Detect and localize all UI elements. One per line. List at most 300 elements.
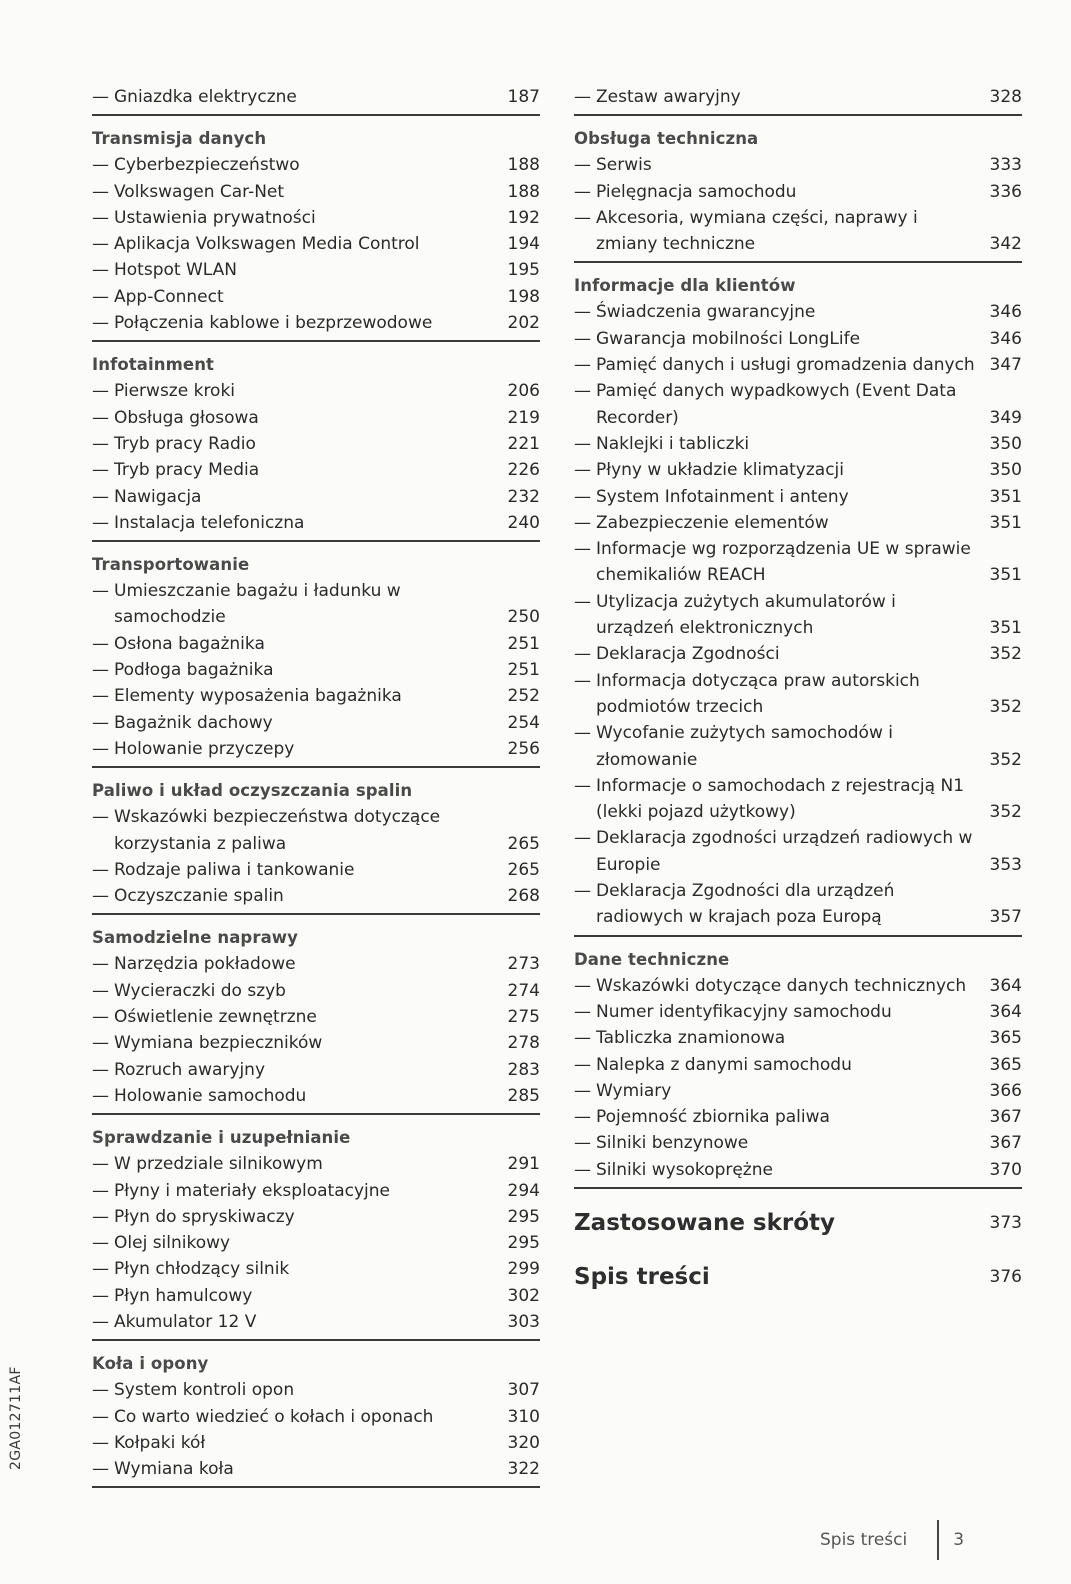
toc-entry-label — [92, 431, 506, 457]
toc-entry[interactable] — [92, 510, 540, 536]
toc-entry-title: Zabezpieczenie elementów — [596, 512, 829, 533]
toc-entry-title: Osłona bagażnika — [114, 633, 265, 654]
toc-entry[interactable] — [574, 378, 1022, 431]
dash-bullet: — — [574, 539, 591, 560]
toc-entry-page: 192 — [507, 207, 540, 228]
toc-entry-page: 310 — [507, 1406, 540, 1427]
toc-entry-page: 256 — [507, 738, 540, 759]
toc-entry-title: Wymiary — [596, 1080, 672, 1101]
toc-entry-title: Informacje wg rozporządzenia UE w sprawie chemikaliów REACH — [596, 539, 971, 586]
dash-bullet: — — [574, 723, 591, 744]
toc-entry[interactable] — [92, 883, 540, 909]
toc-entry-page: 202 — [507, 313, 540, 334]
toc-entry[interactable] — [92, 457, 540, 483]
toc-entry-title: Deklaracja Zgodności dla urządzeń radiowych w krajach poza Europą — [596, 881, 895, 928]
toc-section — [92, 778, 540, 915]
toc-entry-page: 351 — [989, 486, 1022, 507]
dash-bullet: — — [92, 686, 109, 707]
toc-entry[interactable] — [92, 978, 540, 1004]
toc-entry-page: 195 — [507, 260, 540, 281]
toc-entry-title: Płyn chłodzący silnik — [114, 1259, 290, 1280]
toc-entry-label — [92, 951, 506, 977]
toc-entry-title: Wymiana bezpieczników — [114, 1033, 323, 1054]
toc-entry[interactable] — [92, 1456, 540, 1482]
toc-entry[interactable] — [92, 578, 540, 631]
toc-entry-title: Oświetlenie zewnętrzne — [114, 1007, 317, 1028]
toc-entry-label — [574, 299, 988, 325]
toc-entry-title: Pamięć danych wypadkowych (Event Data Recorder) — [596, 381, 957, 428]
toc-entry-title: Co warto wiedzieć o kołach i oponach — [114, 1406, 434, 1427]
toc-entry[interactable] — [92, 378, 540, 404]
dash-bullet: — — [574, 460, 591, 481]
toc-entry-page: 353 — [989, 854, 1022, 875]
toc-entry-label — [92, 1204, 506, 1230]
toc-entry-page: 295 — [507, 1206, 540, 1227]
toc-entry[interactable] — [574, 1025, 1022, 1051]
toc-entry-label — [92, 1309, 506, 1335]
dash-bullet: — — [92, 155, 109, 176]
toc-entry-label — [574, 484, 988, 510]
toc-entry-page: 187 — [507, 87, 540, 107]
toc-entry-page: 367 — [989, 1133, 1022, 1154]
dash-bullet: — — [574, 1001, 591, 1022]
toc-right-sections — [574, 84, 1022, 1189]
toc-entry-title: Silniki benzynowe — [596, 1133, 749, 1154]
toc-entry-title: Pamięć danych i usługi gromadzenia danych — [596, 355, 975, 376]
toc-entry-title: Hotspot WLAN — [114, 260, 237, 281]
toc-entry-label — [92, 1404, 506, 1430]
toc-entry[interactable] — [574, 720, 1022, 773]
toc-entry-title: Nalepka z danymi samochodu — [596, 1054, 852, 1075]
toc-entry-page: 194 — [507, 234, 540, 255]
toc-entry-page: 320 — [507, 1432, 540, 1453]
dash-bullet: — — [574, 433, 591, 454]
dash-bullet: — — [92, 1233, 109, 1254]
toc-entry-label — [574, 720, 988, 773]
toc-entry-label — [92, 1230, 506, 1256]
toc-entry-title: Płyn do spryskiwaczy — [114, 1206, 295, 1227]
toc-entry-title: Akumulator 12 V — [114, 1311, 257, 1332]
toc-entry[interactable] — [574, 1130, 1022, 1156]
toc-major-entry[interactable] — [574, 1257, 1022, 1297]
toc-entry-page: 364 — [989, 975, 1022, 996]
toc-entry-title: W przedziale silnikowym — [114, 1154, 323, 1175]
toc-entry-page: 240 — [507, 512, 540, 533]
section-heading: Transportowanie — [92, 555, 250, 575]
dash-bullet: — — [92, 807, 109, 828]
section-heading: Informacje dla klientów — [574, 276, 796, 296]
toc-entry-page: 350 — [989, 433, 1022, 454]
toc-entry-label — [92, 1004, 506, 1030]
toc-entry[interactable] — [92, 179, 540, 205]
toc-entry-title: Olej silnikowy — [114, 1233, 231, 1254]
dash-bullet: — — [92, 286, 109, 307]
toc-entry-page: 346 — [989, 302, 1022, 323]
toc-entry[interactable] — [574, 825, 1022, 878]
toc-entry[interactable] — [574, 326, 1022, 352]
toc-major-title: Zastosowane skróty — [574, 1209, 836, 1236]
toc-entry-page: 198 — [507, 286, 540, 307]
toc-entry[interactable] — [92, 484, 540, 510]
dash-bullet: — — [574, 486, 591, 507]
toc-entry[interactable] — [574, 1104, 1022, 1130]
dash-bullet: — — [92, 433, 109, 454]
dash-bullet: — — [574, 1107, 591, 1128]
toc-entry-page: 303 — [507, 1311, 540, 1332]
toc-entry[interactable] — [574, 299, 1022, 325]
toc-entry-page: 265 — [507, 859, 540, 880]
toc-entry-title: System kontroli opon — [114, 1380, 295, 1401]
toc-section — [574, 273, 1022, 936]
toc-entry-page: 357 — [989, 907, 1022, 928]
dash-bullet: — — [92, 954, 109, 975]
toc-entry-page: 351 — [989, 618, 1022, 639]
toc-section — [574, 126, 1022, 263]
dash-bullet: — — [92, 460, 109, 481]
dash-bullet: — — [574, 1054, 591, 1075]
dash-bullet: — — [92, 633, 109, 654]
toc-entry[interactable] — [92, 1057, 540, 1083]
toc-entry-title: Pielęgnacja samochodu — [596, 181, 797, 202]
toc-entry-title: Utylizacja zużytych akumulatorów i urządzeń elektronicznych — [596, 591, 896, 639]
toc-entry[interactable] — [92, 1377, 540, 1403]
toc-entry-page: 322 — [507, 1459, 540, 1480]
toc-entry-label — [574, 510, 988, 536]
toc-entry[interactable] — [92, 310, 540, 336]
dash-bullet: — — [92, 260, 109, 281]
toc-entry[interactable] — [92, 683, 540, 709]
toc-entry-label — [574, 825, 988, 878]
toc-entry[interactable] — [574, 179, 1022, 205]
toc-entry[interactable] — [92, 1030, 540, 1056]
toc-section — [92, 126, 540, 342]
toc-major-page: 373 — [989, 1212, 1022, 1233]
toc-entry[interactable] — [92, 951, 540, 977]
toc-entry[interactable] — [92, 1151, 540, 1177]
toc-entry-label — [92, 1030, 506, 1056]
toc-entry-page: 365 — [989, 1028, 1022, 1049]
toc-entry[interactable] — [92, 1256, 540, 1282]
dash-bullet: — — [92, 712, 109, 733]
toc-entry[interactable] — [574, 205, 1022, 258]
toc-entry-page: 273 — [507, 954, 540, 975]
page-number: 3 — [953, 1530, 965, 1550]
toc-section — [92, 84, 540, 116]
toc-entry[interactable] — [574, 589, 1022, 642]
toc-entry[interactable] — [574, 668, 1022, 721]
toc-entry-page: 295 — [507, 1233, 540, 1254]
dash-bullet: — — [92, 181, 109, 202]
toc-entry-title: Deklaracja zgodności urządzeń radiowych w Europie — [596, 828, 973, 875]
toc-entry-label — [574, 457, 988, 483]
toc-entry-title: Akcesoria, wymiana części, naprawy i zmiany techniczne — [596, 207, 918, 255]
toc-entry-page: 352 — [989, 802, 1022, 823]
toc-entry-page: 342 — [989, 234, 1022, 255]
toc-entry-page: 365 — [989, 1054, 1022, 1075]
toc-entry-label — [92, 510, 506, 536]
toc-entry-title: Silniki wysokoprężne — [596, 1159, 773, 1180]
toc-section — [92, 925, 540, 1115]
toc-entry-page: 346 — [989, 328, 1022, 349]
toc-entry-title: Instalacja telefoniczna — [114, 512, 305, 533]
toc-entry-label — [574, 973, 988, 999]
toc-entry[interactable] — [92, 1083, 540, 1109]
toc-entry-label — [574, 641, 988, 667]
toc-entry-label — [574, 179, 988, 205]
toc-entry-page: 302 — [507, 1285, 540, 1306]
toc-entry[interactable] — [92, 657, 540, 683]
dash-bullet: — — [92, 512, 109, 533]
toc-entry[interactable] — [92, 1178, 540, 1204]
dash-bullet: — — [92, 1406, 109, 1427]
toc-entry[interactable] — [92, 804, 540, 857]
toc-entry-title: Płyny w układzie klimatyzacji — [596, 460, 844, 481]
dash-bullet: — — [574, 670, 591, 691]
toc-entry[interactable] — [92, 152, 540, 178]
toc-entry-page: 250 — [507, 607, 540, 628]
dash-bullet: — — [92, 660, 109, 681]
dash-bullet: — — [574, 1133, 591, 1154]
toc-entry-title: Wycofanie zużytych samochodów i złomowanie — [596, 723, 893, 770]
footer-divider — [937, 1520, 939, 1560]
dash-bullet: — — [92, 313, 109, 334]
toc-entry[interactable] — [92, 1430, 540, 1456]
dash-bullet: — — [574, 512, 591, 533]
toc-entry-title: Wymiana koła — [114, 1459, 234, 1480]
toc-major-page: 376 — [989, 1266, 1022, 1287]
toc-entry-title: Holowanie samochodu — [114, 1085, 307, 1106]
toc-section — [92, 552, 540, 768]
toc-entry-page: 221 — [507, 433, 540, 454]
toc-entry-label — [574, 668, 988, 721]
toc-entry-title: Naklejki i tabliczki — [596, 433, 750, 454]
toc-entry-label — [574, 1078, 988, 1104]
toc-entry-label — [574, 999, 988, 1025]
toc-entry[interactable] — [574, 1157, 1022, 1183]
toc-right-column — [574, 84, 1022, 1297]
toc-entry[interactable] — [92, 231, 540, 257]
toc-entry-page: 206 — [507, 381, 540, 402]
toc-entry-label — [92, 457, 506, 483]
toc-entry-title: Nawigacja — [114, 486, 202, 507]
toc-entry-label — [574, 536, 988, 589]
toc-section — [92, 352, 540, 542]
toc-entry[interactable] — [92, 857, 540, 883]
toc-entry-label — [574, 205, 988, 258]
dash-bullet: — — [92, 980, 109, 1001]
toc-entry-page: 188 — [507, 181, 540, 202]
toc-entry-title: Płyn hamulcowy — [114, 1285, 253, 1306]
toc-entry-label — [574, 431, 988, 457]
dash-bullet: — — [574, 1028, 591, 1049]
toc-entry-label — [92, 1256, 506, 1282]
toc-entry-label — [92, 1151, 506, 1177]
toc-entry[interactable] — [92, 736, 540, 762]
toc-entry-label — [574, 378, 988, 431]
toc-entry-title: Narzędzia pokładowe — [114, 954, 296, 975]
toc-entry-title: Aplikacja Volkswagen Media Control — [114, 234, 420, 255]
toc-entry[interactable] — [92, 1309, 540, 1335]
toc-entry[interactable] — [574, 352, 1022, 378]
toc-entry-label — [574, 1104, 988, 1130]
toc-entry-label — [92, 883, 506, 909]
dash-bullet: — — [574, 644, 591, 665]
dash-bullet: — — [574, 155, 591, 176]
toc-entry[interactable] — [92, 284, 540, 310]
toc-entry-label — [574, 1052, 988, 1078]
toc-entry[interactable] — [92, 631, 540, 657]
toc-entry-label — [574, 152, 988, 178]
dash-bullet: — — [92, 234, 109, 255]
toc-entry-title: Rozruch awaryjny — [114, 1059, 266, 1080]
toc-entry[interactable] — [574, 84, 1022, 110]
toc-entry[interactable] — [92, 1230, 540, 1256]
toc-entry[interactable] — [92, 710, 540, 736]
toc-entry[interactable] — [574, 431, 1022, 457]
section-heading: Paliwo i układ oczyszczania spalin — [92, 781, 413, 801]
toc-entry-title: Płyny i materiały eksploatacyjne — [114, 1180, 390, 1201]
toc-entry-label — [92, 710, 506, 736]
toc-section — [92, 1351, 540, 1488]
toc-entry[interactable] — [574, 999, 1022, 1025]
toc-entry-label — [92, 1430, 506, 1456]
toc-entry-page: 254 — [507, 712, 540, 733]
dash-bullet: — — [574, 302, 591, 323]
toc-entry[interactable] — [92, 1004, 540, 1030]
toc-entry-page: 291 — [507, 1154, 540, 1175]
toc-entry-page: 226 — [507, 460, 540, 481]
toc-entry-page: 251 — [507, 660, 540, 681]
toc-entry[interactable] — [574, 152, 1022, 178]
toc-entry-title: Tabliczka znamionowa — [596, 1028, 786, 1049]
toc-entry-label — [92, 205, 506, 231]
dash-bullet: — — [92, 486, 109, 507]
toc-major-entries — [574, 1203, 1022, 1297]
toc-entry[interactable] — [574, 1078, 1022, 1104]
toc-entry[interactable] — [574, 536, 1022, 589]
dash-bullet: — — [92, 1259, 109, 1280]
toc-entry[interactable] — [92, 431, 540, 457]
toc-entry[interactable] — [92, 1204, 540, 1230]
toc-entry-page: 352 — [989, 644, 1022, 665]
toc-entry[interactable] — [574, 484, 1022, 510]
toc-entry-title: Informacja dotycząca praw autorskich podmiotów trzecich — [596, 670, 920, 717]
toc-entry[interactable] — [92, 84, 540, 110]
dash-bullet: — — [574, 181, 591, 202]
toc-entry-title: Pierwsze kroki — [114, 381, 236, 402]
toc-entry-label — [574, 352, 988, 378]
dash-bullet: — — [92, 1380, 109, 1401]
toc-entry[interactable] — [92, 1283, 540, 1309]
toc-entry[interactable] — [574, 1052, 1022, 1078]
toc-entry-label — [574, 1130, 988, 1156]
toc-entry-label — [92, 284, 506, 310]
toc-entry-title: Tryb pracy Radio — [114, 433, 256, 454]
dash-bullet: — — [92, 581, 109, 602]
toc-entry[interactable] — [574, 510, 1022, 536]
toc-entry-page: 352 — [989, 749, 1022, 770]
dash-bullet: — — [574, 1080, 591, 1101]
toc-entry-label — [574, 878, 988, 931]
dash-bullet: — — [92, 407, 109, 428]
section-heading: Sprawdzanie i uzupełnianie — [92, 1128, 351, 1148]
toc-entry[interactable] — [574, 641, 1022, 667]
toc-entry-page: 275 — [507, 1007, 540, 1028]
toc-entry[interactable] — [574, 457, 1022, 483]
toc-major-entry[interactable] — [574, 1203, 1022, 1243]
toc-entry-label — [92, 484, 506, 510]
toc-entry-title: Ustawienia prywatności — [114, 207, 316, 228]
toc-section — [92, 1125, 540, 1341]
dash-bullet: — — [574, 881, 591, 902]
toc-entry-label — [92, 736, 506, 762]
toc-entry-page: 274 — [507, 980, 540, 1001]
dash-bullet: — — [92, 1059, 109, 1080]
section-heading: Infotainment — [92, 355, 215, 375]
toc-entry-title: Bagażnik dachowy — [114, 712, 273, 733]
toc-entry-page: 347 — [989, 355, 1022, 376]
toc-entry-page: 299 — [507, 1259, 540, 1280]
toc-entry[interactable] — [574, 773, 1022, 826]
toc-entry-page: 188 — [507, 155, 540, 176]
toc-entry-title: Wycieraczki do szyb — [114, 980, 286, 1001]
toc-entry-page: 333 — [989, 155, 1022, 176]
dash-bullet: — — [574, 1159, 591, 1180]
toc-entry-title: Umieszczanie bagażu i ładunku w samochodzie — [114, 581, 401, 628]
toc-entry-title: App-Connect — [114, 286, 224, 307]
toc-entry-title: Rodzaje paliwa i tankowanie — [114, 859, 355, 880]
toc-entry-title: Volkswagen Car-Net — [114, 181, 285, 202]
toc-entry[interactable] — [574, 973, 1022, 999]
toc-entry-page: 252 — [507, 686, 540, 707]
toc-entry[interactable] — [574, 878, 1022, 931]
toc-entry-page: 219 — [507, 407, 540, 428]
toc-entry-page: 328 — [989, 87, 1022, 107]
toc-entry-title: Podłoga bagażnika — [114, 660, 274, 681]
toc-entry-title: Gniazdka elektryczne — [114, 87, 297, 107]
toc-entry[interactable] — [92, 257, 540, 283]
toc-entry-title: Świadczenia gwarancyjne — [596, 302, 816, 323]
toc-entry[interactable] — [92, 405, 540, 431]
dash-bullet: — — [574, 975, 591, 996]
toc-entry-page: 336 — [989, 181, 1022, 202]
section-heading: Samodzielne naprawy — [92, 928, 299, 948]
toc-entry[interactable] — [92, 205, 540, 231]
section-heading: Dane techniczne — [574, 949, 730, 969]
toc-entry-page: 364 — [989, 1001, 1022, 1022]
dash-bullet: — — [92, 381, 109, 402]
toc-entry[interactable] — [92, 1404, 540, 1430]
toc-entry-label — [92, 179, 506, 205]
dash-bullet: — — [92, 1033, 109, 1054]
toc-entry-label — [574, 84, 988, 110]
toc-entry-page: 352 — [989, 696, 1022, 717]
toc-entry-page: 278 — [507, 1033, 540, 1054]
dash-bullet: — — [574, 591, 591, 612]
toc-entry-title: Tryb pracy Media — [114, 460, 260, 481]
dash-bullet: — — [574, 87, 591, 107]
dash-bullet: — — [92, 1154, 109, 1175]
dash-bullet: — — [92, 1432, 109, 1453]
toc-entry-label — [92, 683, 506, 709]
toc-section — [574, 947, 1022, 1189]
toc-entry-label — [92, 1057, 506, 1083]
toc-entry-title: Gwarancja mobilności LongLife — [596, 328, 861, 349]
toc-entry-title: Wskazówki bezpieczeństwa dotyczące korzystania z paliwa — [114, 807, 441, 854]
toc-entry-title: Pojemność zbiornika paliwa — [596, 1107, 830, 1128]
toc-entry-label — [92, 1283, 506, 1309]
toc-entry-page: 285 — [507, 1085, 540, 1106]
